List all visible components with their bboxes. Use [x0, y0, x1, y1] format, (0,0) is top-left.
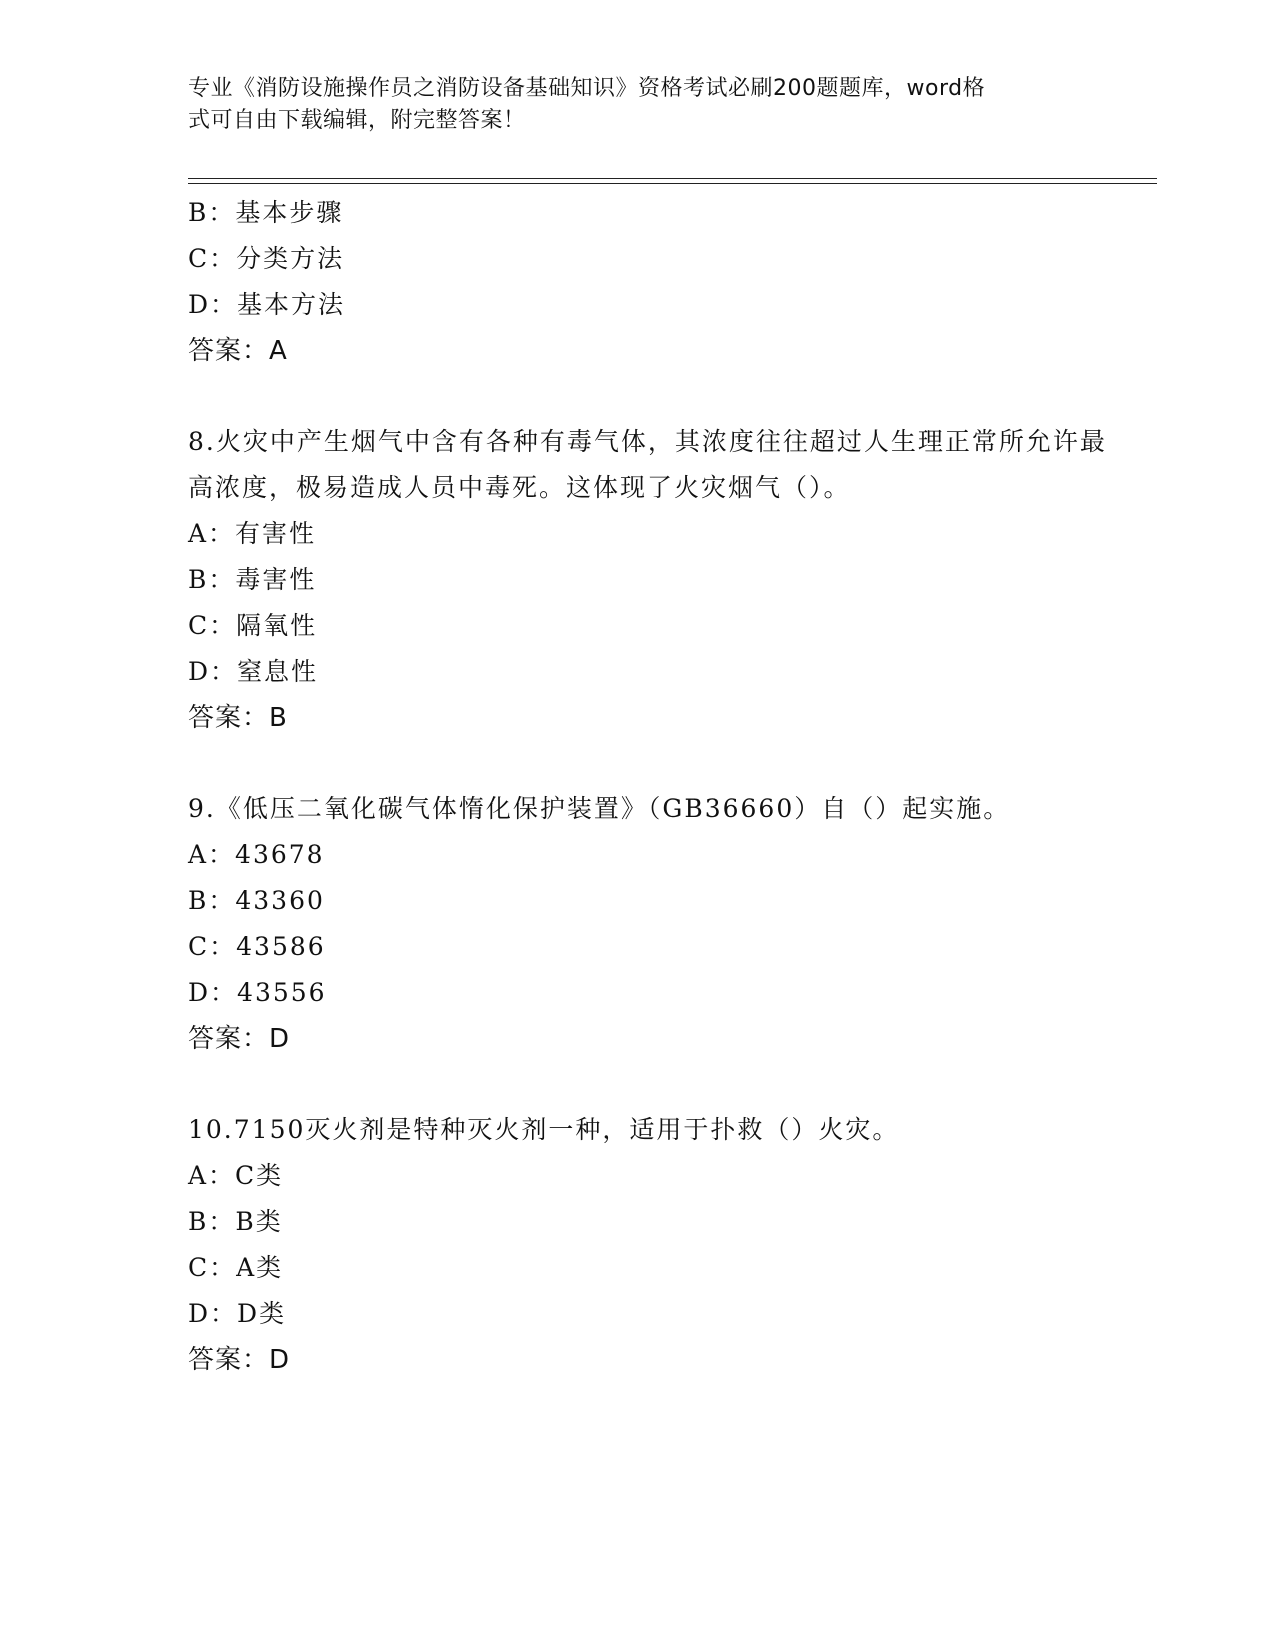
question-stem: 9.《低压二氧化碳气体惰化保护装置》（GB36660）自（）起实施。 [188, 794, 1011, 823]
question-7-continued [188, 190, 1108, 374]
option-c: C：分类方法 [188, 244, 345, 273]
question-list [188, 190, 1108, 1383]
question-stem: 8.火灾中产生烟气中含有各种有毒气体，其浓度往往超过人生理正常所允许最高浓度，极易造成人员中毒死。这体现了火灾烟气（）。 [188, 427, 1107, 502]
answer: 答案：B [188, 703, 288, 733]
option-a: A：43678 [188, 840, 325, 869]
option-c: C：隔氧性 [188, 611, 318, 640]
option-b: B：B类 [188, 1207, 283, 1236]
option-c: C：43586 [188, 932, 326, 961]
header-rule-top [188, 178, 1157, 179]
question-9 [188, 786, 1108, 1062]
question-stem: 10.7150灭火剂是特种灭火剂一种，适用于扑救（）火灾。 [188, 1115, 900, 1144]
header-line-2: 式可自由下载编辑，附完整答案！ [188, 108, 526, 133]
option-d: D：基本方法 [188, 290, 346, 319]
option-a: A：C类 [188, 1161, 284, 1190]
option-b: B：43360 [188, 886, 325, 915]
question-10 [188, 1107, 1108, 1383]
answer: 答案：D [188, 1345, 291, 1375]
option-c: C：A类 [188, 1253, 284, 1282]
question-8 [188, 419, 1108, 741]
option-a: A：有害性 [188, 519, 317, 548]
option-d: D：D类 [188, 1299, 287, 1328]
document-header [188, 73, 1068, 137]
header-rule-bottom [188, 183, 1157, 184]
option-d: D：43556 [188, 978, 327, 1007]
option-b: B：毒害性 [188, 565, 317, 594]
option-b: B：基本步骤 [188, 198, 344, 227]
option-d: D：窒息性 [188, 657, 319, 686]
answer: 答案：A [188, 336, 288, 366]
header-line-1: 专业《消防设施操作员之消防设备基础知识》资格考试必刷200题题库，word格 [188, 76, 986, 101]
answer: 答案：D [188, 1024, 291, 1054]
